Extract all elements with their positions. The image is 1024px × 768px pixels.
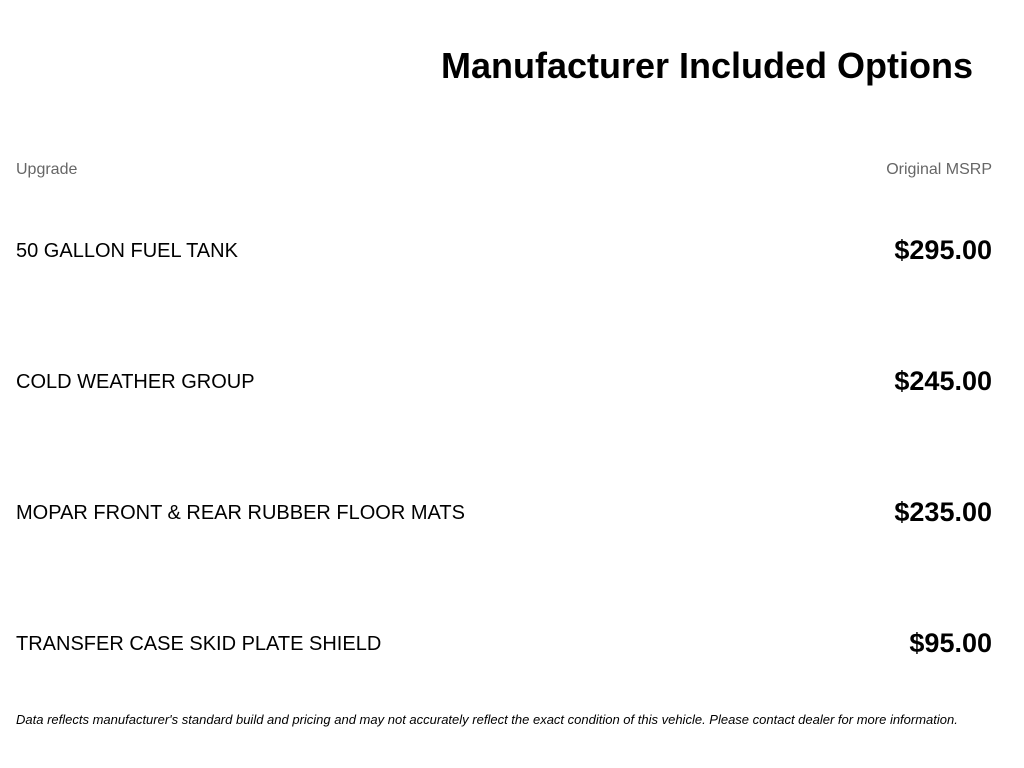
option-name: COLD WEATHER GROUP [16, 371, 255, 393]
upgrade-column-header: Upgrade [16, 161, 78, 178]
option-name: MOPAR FRONT & REAR RUBBER FLOOR MATS [16, 502, 465, 524]
options-list [16, 229, 992, 753]
option-name: TRANSFER CASE SKID PLATE SHIELD [16, 633, 382, 655]
page-title: Manufacturer Included Options [441, 45, 974, 86]
option-price: $235.00 [894, 497, 992, 527]
list-item [16, 491, 992, 622]
option-price: $295.00 [894, 235, 992, 265]
list-item [16, 360, 992, 491]
option-price: $95.00 [909, 628, 992, 658]
list-item [16, 622, 992, 753]
option-name: 50 GALLON FUEL TANK [16, 240, 238, 262]
msrp-column-header: Original MSRP [886, 161, 992, 178]
option-price: $245.00 [894, 366, 992, 396]
disclaimer-text: Data reflects manufacturer's standard build and pricing and may not accurately reflect the exact condition of this vehicle. Please contact dealer for more information. [16, 712, 958, 727]
list-item [16, 229, 992, 360]
